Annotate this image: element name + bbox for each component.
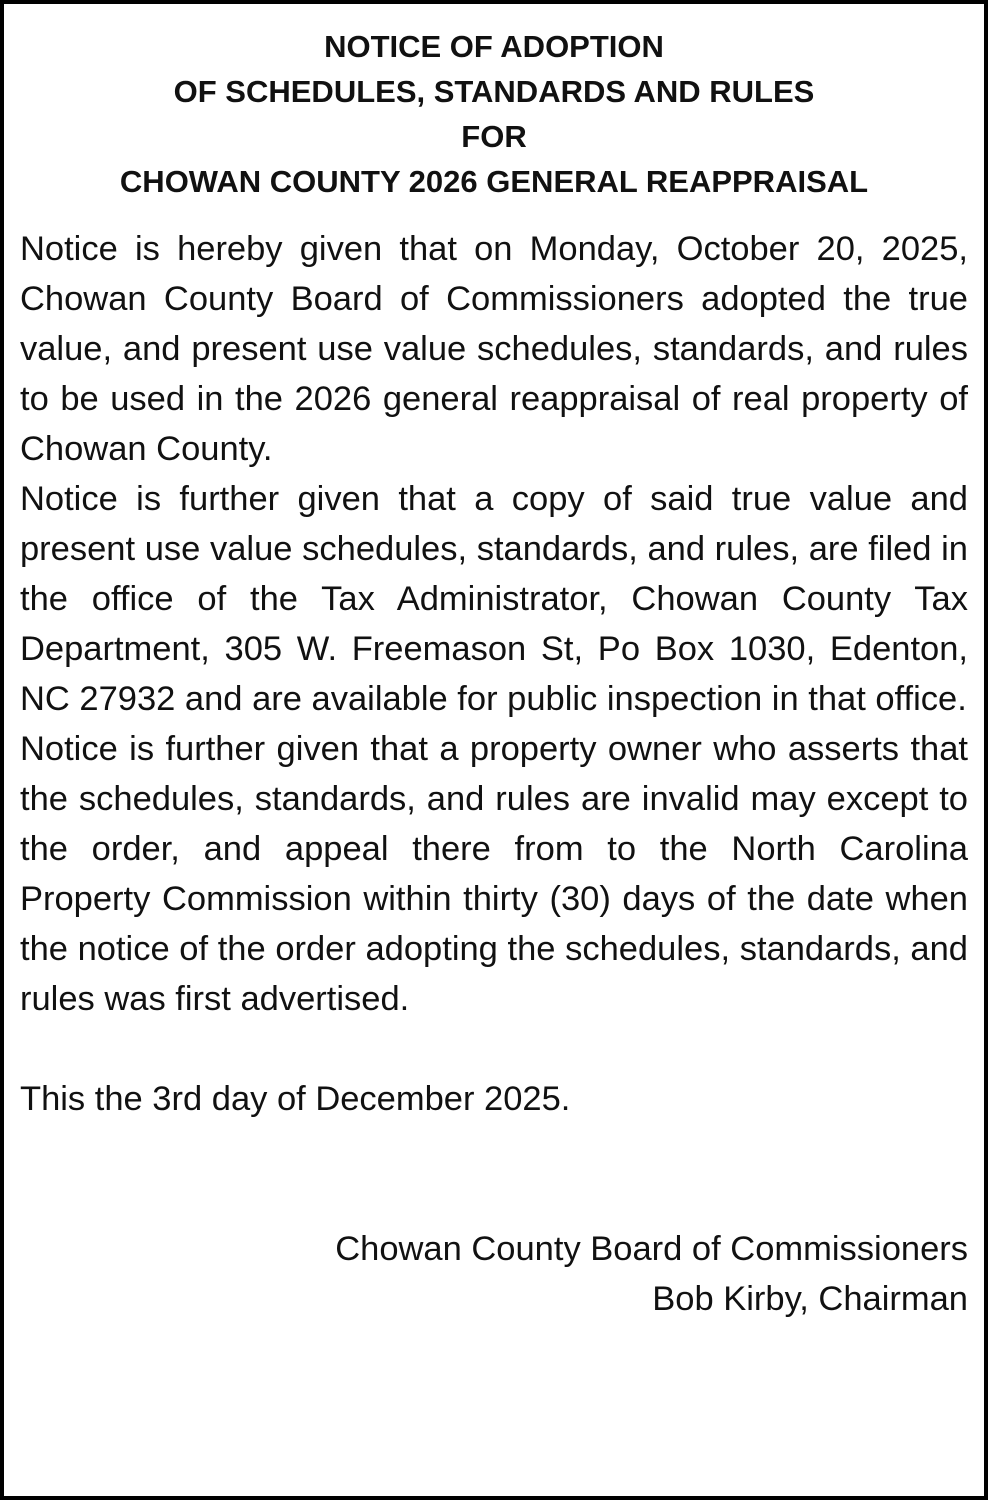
notice-title [20,24,968,204]
title-line-4: CHOWAN COUNTY 2026 GENERAL REAPPRAISAL [119,164,869,199]
dateline: This the 3rd day of December 2025. [20,1080,571,1118]
signature-signer: Bob Kirby, Chairman [652,1280,968,1318]
title-line-3: FOR [461,119,527,154]
paragraph-filing: Notice is further given that a copy of said true value and present use value schedules, standards, and rules, are filed in the office of the Tax Administrator, Chowan County Tax Department, 305 W. Freemason St, Po Box 1030, Edenton, NC 27932 and are available for public inspection in that office. [20,480,968,718]
title-line-2: OF SCHEDULES, STANDARDS AND RULES [173,74,815,109]
signature-organization: Chowan County Board of Commissioners [335,1230,968,1268]
title-line-1: NOTICE OF ADOPTION [324,29,664,64]
notice-body [20,224,968,1024]
paragraph-appeal: Notice is further given that a property owner who asserts that the schedules, standards, and rules are invalid may except to the order, and appeal there from to the North Carolina Property Commission within thirty (30) days of the date when the notice of the order adopting the schedules, standards, and rules was first advertised. [20,730,968,1018]
signature-block [20,1224,968,1324]
paragraph-adoption: Notice is hereby given that on Monday, October 20, 2025, Chowan County Board of Commissioners adopted the true value, and present use value schedules, standards, and rules to be used in the 2026 general reappraisal of real property of Chowan County. [20,230,968,468]
